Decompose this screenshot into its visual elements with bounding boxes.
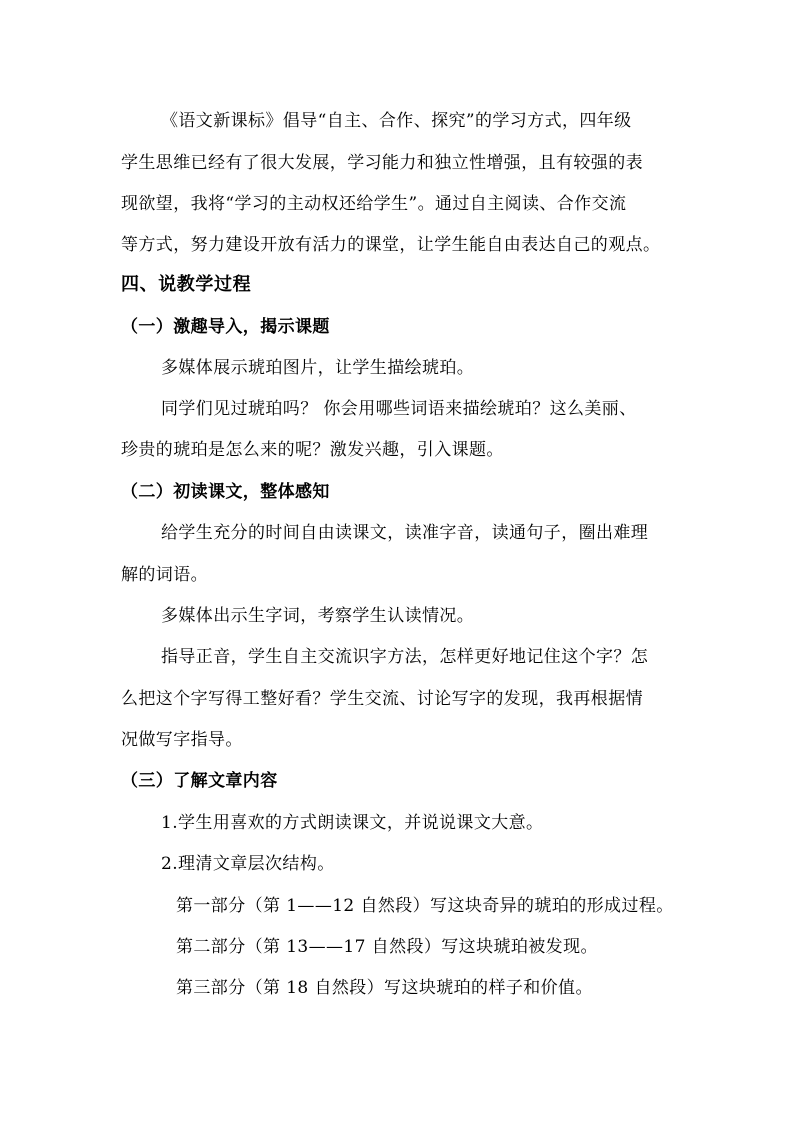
list-item: 1.学生用喜欢的方式朗读课文，并说说课文大意。 (161, 813, 544, 833)
subsection-heading: （二）初读课文，整体感知 (121, 482, 330, 502)
paragraph-line: 给学生充分的时间自由读课文，读准字音，读通句子，圈出难理 (161, 523, 649, 543)
structure-line: 第三部分（第 18 自然段）写这块琥珀的样子和价值。 (176, 978, 593, 998)
paragraph-line: 现欲望，我将“学习的主动权还给学生”。通过自主阅读、合作交流 (121, 194, 627, 214)
paragraph-line: 学生思维已经有了很大发展，学习能力和独立性增强，且有较强的表 (121, 153, 643, 173)
subsection-heading: （一）激趣导入，揭示课题 (121, 317, 330, 337)
paragraph-line: 同学们见过琥珀吗？ 你会用哪些词语来描绘琥珀？这么美丽、 (161, 399, 637, 419)
paragraph-line: 珍贵的琥珀是怎么来的呢？激发兴趣，引入课题。 (121, 440, 504, 460)
list-item: 2.理清文章层次结构。 (161, 854, 335, 874)
paragraph-line: 多媒体出示生字词，考察学生认读情况。 (161, 606, 475, 626)
paragraph-line: 况做写字指导。 (121, 730, 243, 750)
paragraph-line: 么把这个字写得工整好看？学生交流、讨论写字的发现，我再根据情 (121, 689, 643, 709)
subsection-heading: （三）了解文章内容 (121, 771, 278, 791)
paragraph-line: 指导正音，学生自主交流识字方法，怎样更好地记住这个字？怎 (161, 647, 649, 667)
paragraph-line: 解的词语。 (121, 565, 208, 585)
paragraph-line: 等方式，努力建设开放有活力的课堂，让学生能自由表达自己的观点。 (121, 235, 661, 255)
section-heading: 四、说教学过程 (121, 274, 252, 295)
structure-line: 第一部分（第 1——12 自然段）写这块奇异的琥珀的形成过程。 (176, 896, 674, 916)
paragraph-line: 《语文新课标》倡导“自主、合作、探究”的学习方式，四年级 (161, 111, 632, 131)
structure-line: 第二部分（第 13——17 自然段）写这块琥珀被发现。 (176, 937, 598, 957)
paragraph-line: 多媒体展示琥珀图片，让学生描绘琥珀。 (161, 358, 475, 378)
